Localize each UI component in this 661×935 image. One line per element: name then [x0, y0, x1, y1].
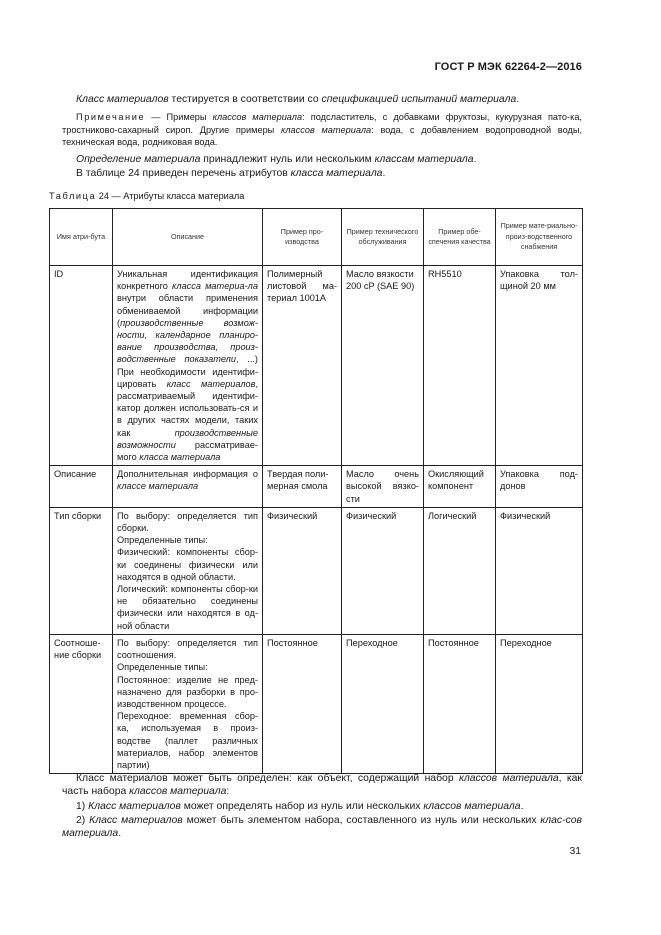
header-quality-example: Пример обе-спечения качества — [424, 209, 496, 266]
note-label: Примечание — [76, 112, 146, 122]
cell-maintenance-example: Масло вязкости 200 cP (SAE 90) — [342, 266, 424, 466]
cell-maintenance-example: Переходное — [342, 634, 424, 773]
cell-quality-example: RH5510 — [424, 266, 496, 466]
cell-quality-example: Постоянное — [424, 634, 496, 773]
closing-item-1: 1) Класс материалов может определять набор из нуль или нескольких классов материала. — [76, 801, 524, 812]
cell-inventory-example: Упаковка тол-щиной 20 мм — [496, 266, 583, 466]
header-inventory-example: Пример мате-риально-произ-водственного снабжения — [496, 209, 583, 266]
intro-paragraph-1: Класс материалов тестируется в соответствии со спецификацией испытаний материала. — [76, 94, 520, 105]
standard-header: ГОСТ Р МЭК 62264-2—2016 — [434, 61, 582, 73]
cell-description: По выбору: определяется тип соотношения. Определенные типы: Постоянное: изделие не пред-назначено для разборки в про-изводственном процессе. Переходное: временная сбор-ка, используемая в произ-водстве (паллет различных материалов, набор элементов партии) — [113, 634, 263, 773]
cell-inventory-example: Физический — [496, 507, 583, 634]
header-description: Описание — [113, 209, 263, 266]
cell-description: Уникальная идентификация конкретного класса материа-ла внутри области применения обмениваемой информации (производственные возмож-ности, календарное планиро-вание производства, произ-водственные показатели, ...) При необходимости идентифи-цировать класс материалов, рассматриваемый идентифи-катор должен использовать-ся и в других частях модели, таких как производственные возможности рассматривае-мого класса материала — [113, 266, 263, 466]
cell-inventory-example: Упаковка под-донов — [496, 466, 583, 508]
intro-paragraph-2: Определение материала принадлежит нуль или нескольким классам материала. — [76, 154, 477, 165]
closing-item-2: 2) Класс материалов может быть элементом набора, составленного из нуль или нескольких клас-сов материала. — [62, 815, 582, 839]
page-number: 31 — [569, 846, 581, 857]
intro-paragraph-3: В таблице 24 приведен перечень атрибутов класса материала. — [76, 168, 386, 179]
cell-production-example: Физический — [263, 507, 342, 634]
cell-attribute-name: Описание — [50, 466, 113, 508]
cell-attribute-name: Тип сборки — [50, 507, 113, 634]
cell-description: По выбору: определяется тип сборки. Определенные типы: Физический: компоненты сбор-ки соединены физически или находятся в одной области. Логический: компоненты сбор-ки не обязательно соединены физически или находятся в од-ной области — [113, 507, 263, 634]
table-header-row — [50, 209, 583, 266]
cell-production-example: Постоянное — [263, 634, 342, 773]
cell-production-example: Полимерный листовой ма-териал 1001A — [263, 266, 342, 466]
table-caption: Таблица 24 — Атрибуты класса материала — [49, 191, 245, 201]
cell-description: Дополнительная информация о классе материала — [113, 466, 263, 508]
table-row — [50, 507, 583, 634]
header-maintenance-example: Пример технического обслуживания — [342, 209, 424, 266]
cell-attribute-name: ID — [50, 266, 113, 466]
cell-maintenance-example: Масло очень высокой вязко-сти — [342, 466, 424, 508]
header-attribute-name: Имя атри-бута — [50, 209, 113, 266]
cell-quality-example: Логический — [424, 507, 496, 634]
cell-production-example: Твердая поли-мерная смола — [263, 466, 342, 508]
table-row — [50, 634, 583, 773]
header-production-example: Пример про-изводства — [263, 209, 342, 266]
cell-inventory-example: Переходное — [496, 634, 583, 773]
table-row — [50, 466, 583, 508]
cell-attribute-name: Соотноше-ние сборки — [50, 634, 113, 773]
note-paragraph: Примечание — Примеры классов материала: подсластитель, с добавками фруктозы, кукурузная пато-ка, тростниково-сахарный сироп. Другие примеры классов материала: вода, с добавлением водопроводной воды, техническая вода, родниковая вода. — [62, 112, 583, 147]
table-row — [50, 266, 583, 466]
cell-quality-example: Окисляющий компонент — [424, 466, 496, 508]
cell-maintenance-example: Физический — [342, 507, 424, 634]
closing-paragraph: Класс материалов может быть определен: как объект, содержащий набор классов материала, как часть набора классов материала: — [62, 773, 582, 797]
attributes-table — [49, 208, 583, 774]
